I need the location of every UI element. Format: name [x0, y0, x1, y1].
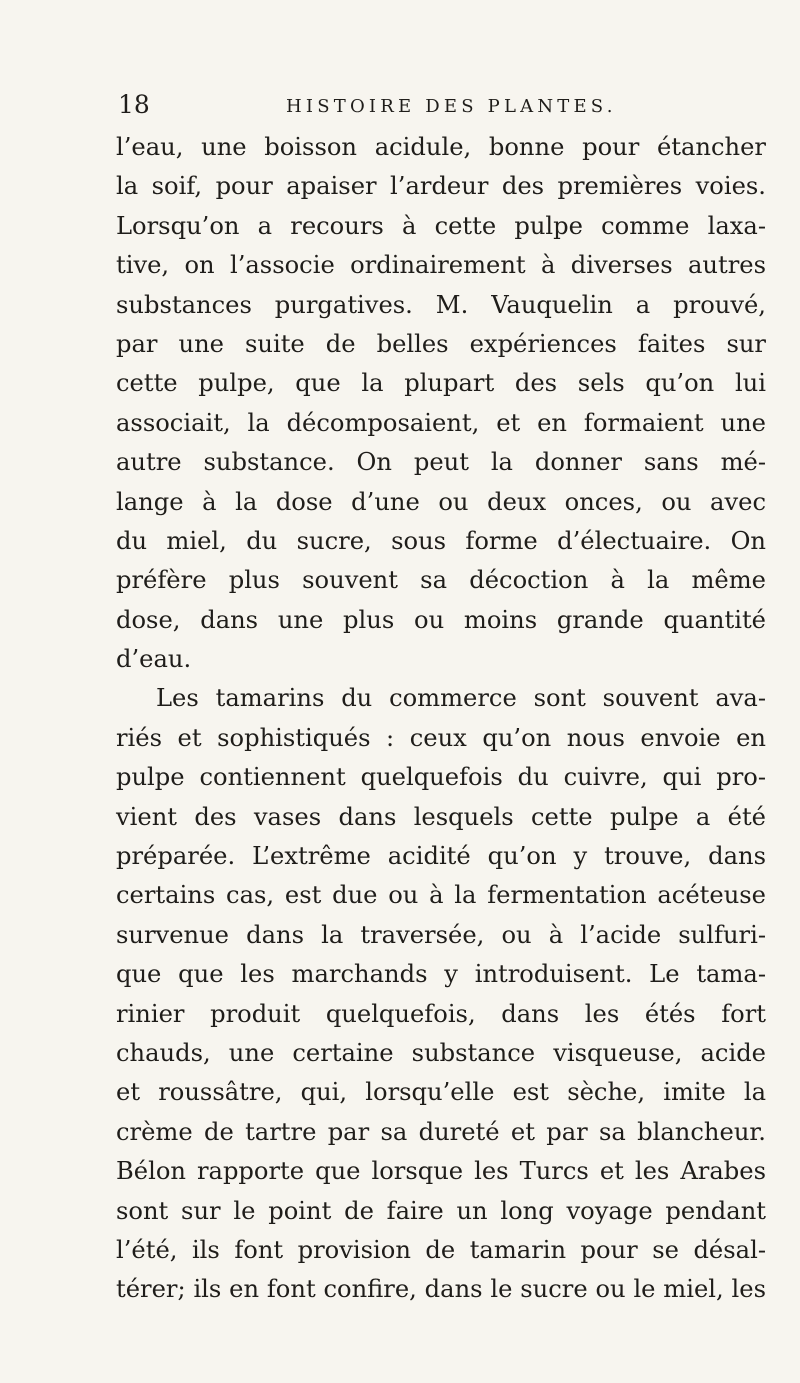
text-line: tive, on l’associe ordinairement à diverses autres [116, 251, 766, 280]
text-line: par une suite de belles expériences faites sur [116, 329, 766, 358]
text-line: préfère plus souvent sa décoction à la même [116, 566, 766, 595]
text-line: Les tamarins du commerce sont souvent ava- [156, 684, 766, 713]
text-line: survenue dans la traversée, ou à l’acide sulfuri- [116, 920, 766, 949]
text-line: crème de tartre par sa dureté et par sa blancheur. [116, 1117, 766, 1146]
running-title: HISTOIRE DES PLANTES. [286, 96, 617, 117]
text-line: et roussâtre, qui, lorsqu’elle est sèche, imite la [116, 1078, 766, 1107]
text-line: térer; ils en font confire, dans le sucre ou le miel, les [116, 1275, 766, 1304]
text-line: l’eau, une boisson acidule, bonne pour étancher [116, 133, 766, 161]
text-line: substances purgatives. M. Vauquelin a prouvé, [116, 290, 766, 319]
text-line: l’été, ils font provision de tamarin pour se désal- [116, 1235, 766, 1264]
text-line: Bélon rapporte que lorsque les Turcs et les Arabes [116, 1157, 766, 1186]
text-line: d’eau. [116, 645, 192, 674]
body-text [116, 128, 766, 1310]
text-line: certains cas, est due ou à la fermentation acéteuse [116, 881, 766, 910]
text-line: riés et sophistiqués : ceux qu’on nous envoie en [116, 723, 766, 752]
text-line: sont sur le point de faire un long voyage pendant [116, 1196, 766, 1225]
text-line: dose, dans une plus ou moins grande quantité [116, 605, 766, 634]
text-line: pulpe contiennent quelquefois du cuivre, qui pro- [116, 763, 766, 792]
text-line: autre substance. On peut la donner sans mé- [116, 448, 766, 477]
text-line: associait, la décomposaient, et en formaient une [116, 408, 766, 437]
text-line: préparée. L’extrême acidité qu’on y trouve, dans [116, 842, 766, 871]
text-line: du miel, du sucre, sous forme d’électuaire. On [116, 526, 766, 555]
text-line: la soif, pour apaiser l’ardeur des premières voies. [116, 172, 766, 201]
text-line: que que les marchands y introduisent. Le tama- [116, 960, 766, 989]
text-line: chauds, une certaine substance visqueuse, acide [116, 1038, 766, 1067]
text-line: Lorsqu’on a recours à cette pulpe comme laxa- [116, 211, 766, 240]
text-line: cette pulpe, que la plupart des sels qu’on lui [116, 369, 766, 398]
page-number: 18 [118, 90, 150, 119]
text-line: rinier produit quelquefois, dans les étés fort [116, 999, 766, 1028]
page-header [118, 90, 678, 124]
text-line: vient des vases dans lesquels cette pulpe a été [116, 802, 766, 831]
text-line: lange à la dose d’une ou deux onces, ou avec [116, 487, 766, 516]
